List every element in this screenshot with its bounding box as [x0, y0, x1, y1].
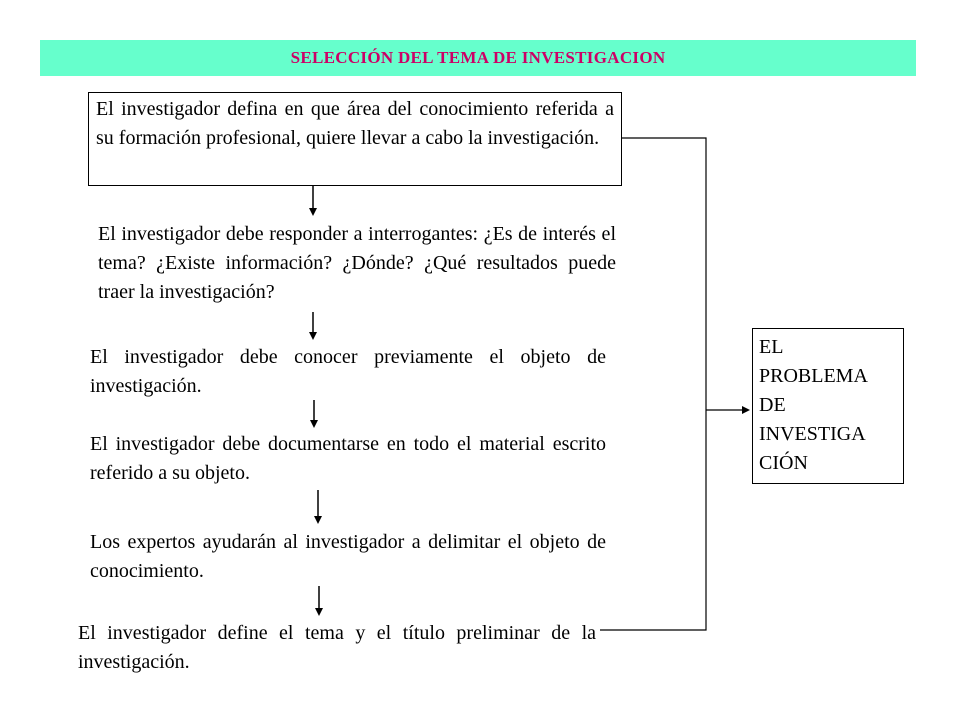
step-box-define-area: El investigador defina en que área del conocimiento referida a su formación profesional, quiere llevar a cabo la investigación. — [88, 92, 622, 186]
step-text-document: El investigador debe documentarse en todo el material escrito referido a su objeto. — [90, 433, 606, 484]
step-text-experts: Los expertos ayudarán al investigador a delimitar el objeto de conocimiento. — [90, 531, 606, 582]
result-line: PROBLEMA — [759, 365, 868, 387]
result-line: INVESTIGA — [759, 423, 866, 445]
step-text-define-topic: El investigador define el tema y el título preliminar de la investigación. — [78, 622, 596, 673]
result-line: DE — [759, 394, 786, 416]
result-line: EL — [759, 336, 784, 358]
bracket-connector — [600, 138, 706, 630]
diagram-title: SELECCIÓN DEL TEMA DE INVESTIGACION — [290, 48, 666, 67]
result-box-problem — [752, 328, 904, 484]
step-text-questions: El investigador debe responder a interrogantes: ¿Es de interés el tema? ¿Existe información? ¿Dónde? ¿Qué resultados puede traer la investigación? — [98, 223, 616, 303]
step-text-know-object: El investigador debe conocer previamente el objeto de investigación. — [90, 346, 606, 397]
result-line: CIÓN — [759, 452, 808, 474]
title-banner — [40, 40, 916, 76]
